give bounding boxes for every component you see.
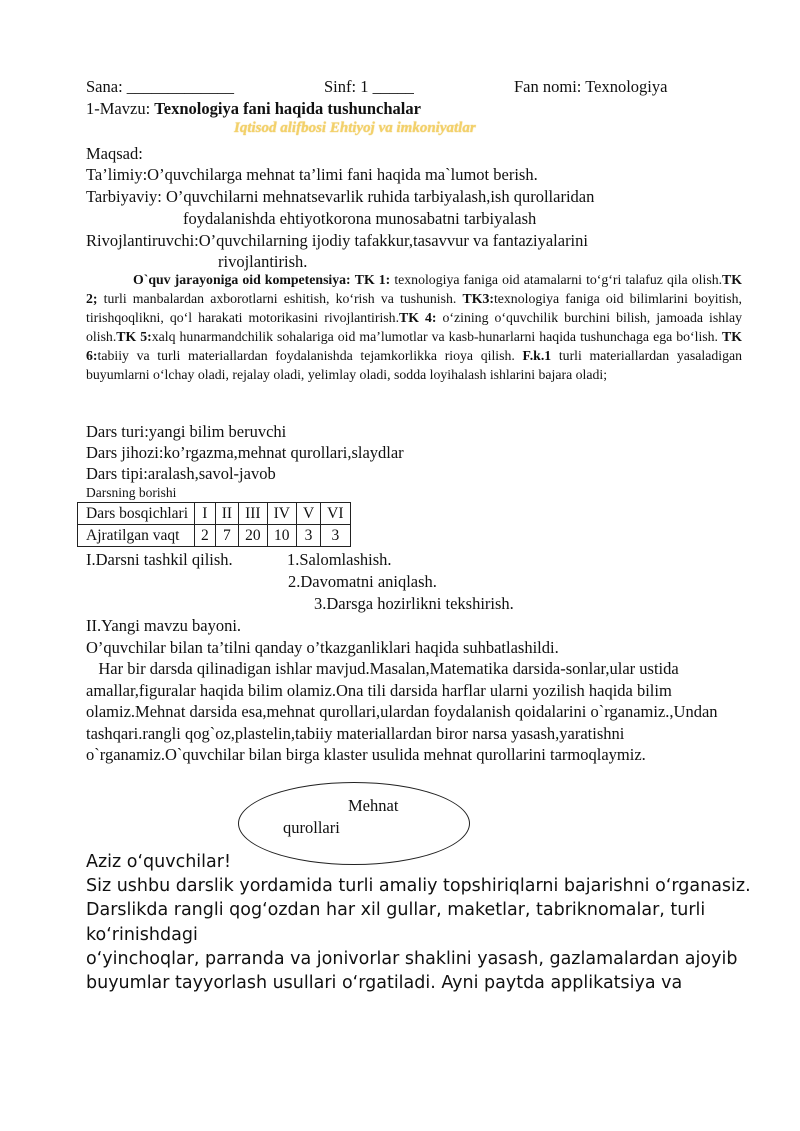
table-cell: VI	[321, 503, 350, 525]
goal-educational: Ta’limiy:O’quvchilarga mehnat ta’limi fani haqida ma`lumot berish.	[86, 165, 538, 184]
step2-paragraph	[86, 658, 746, 766]
competencies-paragraph	[86, 270, 742, 384]
table-row	[78, 503, 351, 525]
subject-field: Fan nomi: Texnologiya	[514, 77, 668, 96]
step1-item: 1.Salomlashish.	[287, 550, 392, 569]
tk4-text: o‘zining o‘quvchilik burchini bilish, jamoada ishlay olish.	[86, 310, 742, 344]
table-cell: II	[215, 503, 238, 525]
topic-line	[86, 99, 421, 119]
tk4-label: TK 4:	[399, 310, 437, 325]
table-cell: 3	[296, 525, 320, 547]
pupils-greeting: Aziz o‘quvchilar!	[86, 852, 231, 872]
stages-table	[77, 502, 351, 547]
goal-developing: Rivojlantiruvchi:O’quvchilarning ijodiy tafakkur,tasavvur va fantaziyalarini	[86, 231, 588, 250]
fk1-label: F.k.1	[522, 348, 552, 363]
goal-upbringing: Tarbiyaviy: O’quvchilarni mehnatsevarlik ruhida tarbiyalash,ish qurollaridan	[86, 187, 595, 206]
tk6-label: TK 6:	[86, 329, 742, 363]
fk1-text: turli materiallardan yasaladigan buyumlarni o‘lchay oladi, rejalay oladi, yelimlay oladi, sodda loyihalash ishlarini bajara oladi;	[86, 348, 742, 382]
table-cell: 3	[321, 525, 350, 547]
table-cell: I	[195, 503, 216, 525]
table-cell: Ajratilgan vaqt	[78, 525, 195, 547]
table-cell: V	[296, 503, 320, 525]
lesson-type: Dars turi:yangi bilim beruvchi	[86, 422, 287, 441]
table-cell: 10	[267, 525, 296, 547]
tk5-label: TK 5:	[116, 329, 152, 344]
tk1-label: TK 1:	[354, 272, 391, 287]
table-cell: 20	[239, 525, 268, 547]
tk1-text: texnologiya faniga oid atamalarni to‘g‘ri talafuz qila olish.	[390, 272, 723, 287]
table-cell: III	[239, 503, 268, 525]
step1-item: 2.Davomatni aniqlash.	[288, 572, 437, 591]
step2-title: II.Yangi mavzu bayoni.	[86, 616, 242, 635]
cluster-label: Mehnat	[348, 796, 399, 815]
goal-developing-cont: rivojlantirish.	[218, 252, 308, 271]
step2-intro: O’quvchilar bilan ta’tilni qanday o’tkazganliklari haqida suhbatlashildi.	[86, 638, 559, 657]
topic-prefix: 1-Mavzu:	[86, 99, 155, 118]
table-cell: 7	[215, 525, 238, 547]
date-field: Sana: _____________	[86, 77, 235, 96]
goal-upbringing-cont: foydalanishda ehtiyotkorona munosabatni tarbiyalash	[183, 209, 537, 228]
table-cell: IV	[267, 503, 296, 525]
table-cell: 2	[195, 525, 216, 547]
tk3-text: texnologiya faniga oid bilimlarini boyitish, tirishqoqlikni, qo‘l harakati motorikasini rivojlantirish.	[86, 291, 742, 325]
tk6-text: tabiiy va turli materiallardan foydalanishda tejamkorlikka rioya qilish.	[97, 348, 515, 363]
table-row	[78, 525, 351, 547]
tk3-label: TK3:	[462, 291, 494, 306]
pupils-paragraph: Darslikda rangli qog‘ozdan har xil gullar, maketlar, tabriknomalar, turli ko‘rinishdagi	[86, 900, 706, 945]
step1-title: I.Darsni tashkil qilish.	[86, 550, 233, 569]
tk5-text: xalq hunarmandchilik sohalariga oid ma’lumotlar va kasb-hunarlarni haqida tushunchaga ega bo‘lish.	[151, 329, 719, 344]
step2-paragraph-text: Har bir darsda qilinadigan ishlar mavjud.Masalan,Matematika darsida-sonlar,ular ustida amallar,figuralar haqida bilim olamiz.Ona tili darsida harflar ularni yozilish haqida bilim olamiz.Mehnat darsida esa,mehnat qurollari,ulardan foydalanish qoidalarini o`rganamiz.,Undan tashqari.rangli qog`oz,plastelin,tabiiy materiallardan biror narsa yasash,yaratishni o`rganamiz.O`quvchilar bilan birga klaster usulida mehnat qurollarini tarmoqlaymiz.	[86, 659, 718, 765]
pupils-paragraph: Siz ushbu darslik yordamida turli amaliy topshiriqlarni bajarishni o‘rganasiz.	[86, 876, 751, 897]
lesson-equipment: Dars jihozi:ko’rgazma,mehnat qurollari,slaydlar	[86, 443, 404, 462]
tk2-label: TK 2;	[86, 272, 742, 306]
table-cell: Dars bosqichlari	[78, 503, 195, 525]
pupils-address	[86, 850, 766, 995]
cluster-label: qurollari	[283, 818, 340, 837]
subtitle: Iqtisod alifbosi Ehtiyoj va imkoniyatlar	[234, 120, 476, 136]
step1-item: 3.Darsga hozirlikni tekshirish.	[314, 594, 514, 613]
lesson-course: Darsning borishi	[86, 485, 177, 500]
class-field: Sinf: 1 _____	[324, 77, 414, 96]
goals-heading: Maqsad:	[86, 144, 143, 163]
lesson-kind: Dars tipi:aralash,savol-javob	[86, 464, 276, 483]
competency-lead: O`quv jarayoniga oid kompetensiya:	[133, 272, 351, 287]
tk2-text: turli manbalardan axborotlarni eshitish, ko‘rish va tushunish.	[97, 291, 457, 306]
topic-title: Texnologiya fani haqida tushunchalar	[154, 99, 421, 118]
pupils-paragraph: o‘yinchoqlar, parranda va jonivorlar shaklini yasash, gazlamalardan ajoyib buyumlar tayyorlash usullari o‘rgatiladi. Ayni paytda applikatsiya va	[86, 948, 738, 994]
